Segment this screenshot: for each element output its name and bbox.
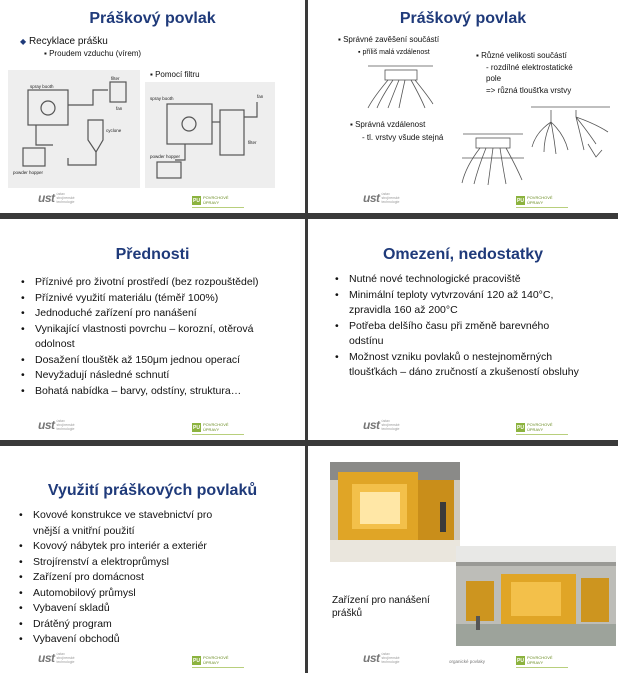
powder-booth-photo-1 [330, 462, 460, 562]
slide-5 [0, 446, 305, 673]
ust-logo-text: ust [363, 191, 380, 205]
size-note-line: - rozdílné elektrostatické [486, 62, 573, 72]
list-item: • Drátěný program [16, 617, 301, 633]
pu-logo-text: POVRCHOVÉ ÚPRAVY [527, 422, 553, 432]
pu-logo [192, 423, 243, 432]
list-item: • Strojírenství a elektroprůmysl [16, 555, 301, 571]
size-variation-illustration [526, 102, 614, 164]
list-item: • Potřeba delšího času při změně barevného [332, 319, 616, 335]
diagram-label: spray booth [30, 84, 54, 89]
list-item: • Příznivé využití materiálu (téměř 100%) [18, 291, 303, 307]
photo-caption [332, 594, 430, 620]
correct-distance-note [350, 118, 443, 144]
pu-underline [192, 434, 244, 435]
ust-logo [38, 651, 83, 665]
ust-logo-subtitle: ústav strojírenské technologie [381, 419, 400, 431]
size-note-heading: ▪ Různé velikosti součástí [476, 51, 567, 60]
pu-logo [192, 196, 243, 205]
cyclone-diagram-svg [8, 70, 140, 188]
limitations-list [332, 272, 616, 381]
pu-badge-icon: PU [517, 424, 524, 431]
ust-logo-subtitle: ústav strojírenské technologie [56, 652, 75, 664]
list-item-continuation: zpravidla 160 až 200°C [349, 304, 458, 316]
pu-logo-text: POVRCHOVÉ ÚPRAVY [527, 195, 553, 205]
diagram-label: fan [116, 106, 123, 111]
ust-logo [363, 191, 408, 205]
list-item: • Automobilový průmysl [16, 586, 301, 602]
diagram-label: filter [111, 76, 120, 81]
list-item: • Vybavení skladů [16, 601, 301, 617]
pu-badge-icon: PU [193, 657, 200, 664]
correct-distance-heading-text: Správná vzdálenost [355, 120, 426, 129]
list-item: • Bohatá nabídka – barvy, odstíny, struktura… [18, 384, 303, 400]
list-item: • Kovový nábytek pro interiér a exteriér [16, 539, 301, 555]
pu-logo [516, 423, 567, 432]
size-note-line: pole [486, 74, 502, 83]
slide-6 [308, 446, 618, 673]
diagram-label: cyclone [106, 128, 122, 133]
too-small-distance: ▪ příliš malá vzdálenost [358, 49, 430, 56]
list-item-continuation: odstínu [349, 335, 384, 347]
slide-title: Přednosti [115, 246, 190, 263]
pu-badge-icon: PU [193, 424, 200, 431]
pu-underline [516, 434, 568, 435]
pu-logo-text: POVRCHOVÉ ÚPRAVY [527, 655, 553, 665]
list-item: • Minimální teploty vytvrzování 120 až 140°C, [332, 288, 616, 304]
list-item: • Příznivé pro životní prostředí (bez rozpouštědel) [18, 275, 303, 291]
too-small-distance-text: příliš malá vzdálenost [362, 49, 430, 56]
pu-underline [516, 207, 568, 208]
ust-logo [38, 191, 83, 205]
list-item-continuation: odolnost [35, 338, 75, 350]
hanging-heading: ▪ Správné zavěšení součástí [338, 35, 440, 44]
filter-bullet: ▪ Pomocí filtru [150, 70, 200, 79]
booth-photo-1-svg [330, 462, 460, 562]
list-item: • Zařízení pro domácnost [16, 570, 301, 586]
diamond-bullet-icon: ◆ [20, 37, 27, 46]
size-note-heading-text: Různé velikosti součástí [481, 51, 567, 60]
ust-logo-text: ust [38, 418, 55, 432]
pu-badge-icon: PU [193, 197, 200, 204]
caption-line: prášků [332, 608, 363, 619]
correct-hanging-illustration [458, 128, 528, 188]
size-note [476, 50, 616, 96]
slide-title: Práškový povlak [89, 10, 216, 27]
slide-2 [308, 0, 618, 213]
list-item: • Vynikající vlastnosti povrchu – korozní, otěrová [18, 322, 303, 338]
pu-logo-text: POVRCHOVÉ ÚPRAVY [203, 655, 229, 665]
pu-underline [192, 667, 244, 668]
ust-logo [363, 418, 408, 432]
diagram-label: powder hopper [150, 154, 181, 159]
ust-logo-subtitle: ústav strojírenské technologie [56, 192, 75, 204]
filter-bullet-text: Pomocí filtru [155, 70, 200, 79]
ust-logo [38, 418, 83, 432]
ust-logo-subtitle: ústav strojírenské technologie [56, 419, 75, 431]
pu-logo [516, 656, 567, 665]
bullet-text: Recyklace prášku [28, 36, 108, 47]
powder-booth-photo-2 [456, 546, 616, 646]
slide-title: Využití práškových povlaků [47, 482, 258, 499]
correct-distance-line: - tl. vrstvy všude stejná [362, 133, 444, 142]
ust-logo-subtitle: ústav strojírenské technologie [381, 192, 400, 204]
list-item: • Jednoduché zařízení pro nanášení [18, 306, 303, 322]
applications-list [16, 508, 301, 648]
list-item: • Nutné nové technologické pracoviště [332, 272, 616, 288]
ust-logo-text: ust [38, 191, 55, 205]
caption-line: Zařízení pro nanášení [332, 595, 430, 606]
cyclone-recycling-diagram [8, 70, 140, 188]
hanging-heading-text: Správné zavěšení součástí [343, 35, 440, 44]
pu-underline [192, 207, 244, 208]
slide-title: Omezení, nedostatky [382, 246, 544, 263]
slide-title: Práškový povlak [399, 10, 527, 27]
list-item-continuation: vnější a vnitřní použití [33, 524, 135, 537]
diagram-label: spray booth [150, 96, 174, 101]
pu-logo-text: POVRCHOVÉ ÚPRAVY [203, 195, 229, 205]
slide-1 [0, 0, 305, 213]
list-item: • Kovové konstrukce ve stavebnictví pro [16, 508, 301, 524]
diagram-label: fan [257, 94, 264, 99]
ust-logo-text: ust [38, 651, 55, 665]
close-hanging-illustration [363, 58, 438, 110]
diagram-label: powder hopper [13, 170, 44, 175]
correct-distance-heading: ▪ Správná vzdálenost [350, 120, 426, 129]
size-note-line: => různá tloušťka vrstvy [486, 85, 572, 95]
bullet-item [20, 36, 108, 47]
pu-underline [516, 667, 568, 668]
slide-3 [0, 219, 305, 440]
pu-logo [192, 656, 243, 665]
sub-bullet: ▪ Proudem vzduchu (vírem) [44, 49, 142, 58]
footer-note: organické povlaky [449, 659, 486, 664]
booth-photo-2-svg [456, 546, 616, 646]
pu-logo [516, 196, 567, 205]
list-item-continuation: tloušťkách – dáno zručností a zkušeností obsluhy [349, 366, 579, 378]
list-item: • Možnost vzniku povlaků o nestejnoměrných [332, 350, 616, 366]
diagram-label: filter [248, 140, 257, 145]
slide-4 [308, 219, 618, 440]
ust-logo [363, 651, 408, 665]
ust-logo-subtitle: ústav strojírenské technologie [381, 652, 400, 664]
filter-recycling-diagram [145, 82, 275, 188]
ust-logo-text: ust [363, 418, 380, 432]
list-item: • Nevyžadují následné schnutí [18, 368, 303, 384]
sub-bullet-text: Proudem vzduchu (vírem) [49, 49, 142, 58]
list-item: • Dosažení tlouštěk až 150μm jednou operací [18, 353, 303, 369]
pu-badge-icon: PU [517, 197, 524, 204]
pu-badge-icon: PU [517, 657, 524, 664]
list-item: • Vybavení obchodů [16, 632, 301, 648]
filter-diagram-svg [145, 82, 275, 188]
advantages-list [18, 275, 303, 399]
ust-logo-text: ust [363, 651, 380, 665]
pu-logo-text: POVRCHOVÉ ÚPRAVY [203, 422, 229, 432]
